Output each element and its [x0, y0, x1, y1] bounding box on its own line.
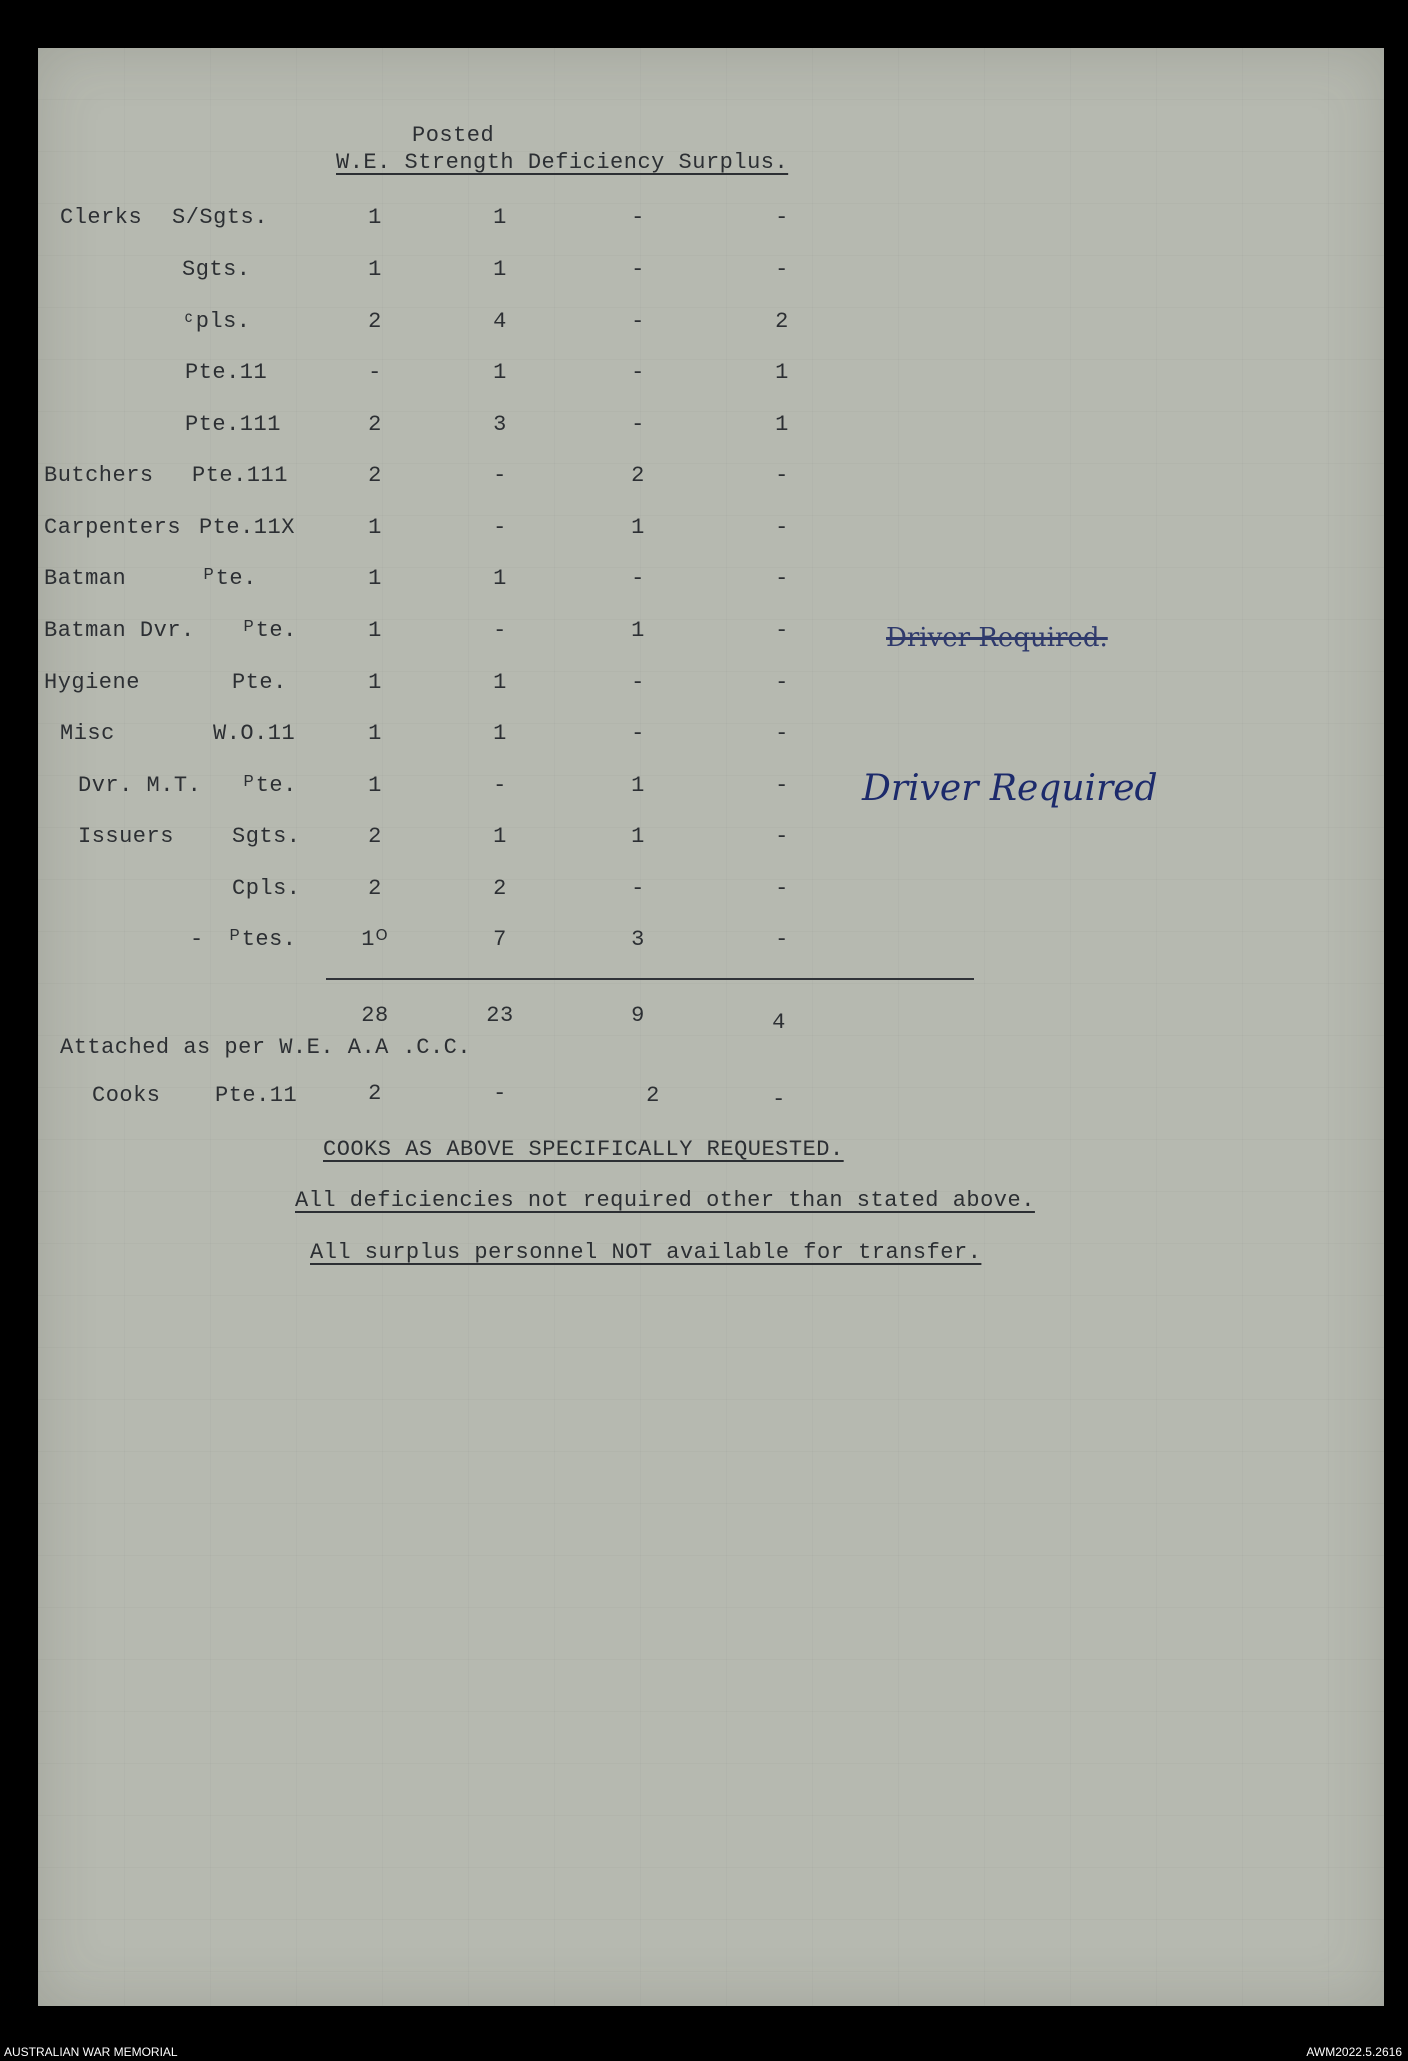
row-posted-value: 1: [493, 205, 507, 230]
row-deficiency-value: 2: [631, 463, 645, 488]
row-rank-label: ᴾte.: [202, 566, 257, 591]
row-group-label: Batman Dvr.: [44, 618, 195, 643]
row-deficiency-value: -: [631, 360, 645, 385]
handwritten-annotation: Driver Required: [862, 768, 1158, 809]
row-deficiency-value: 1: [631, 515, 645, 540]
row-rank-label: Sgts.: [182, 257, 251, 282]
footer-reference: AWM2022.5.2616: [1306, 2045, 1402, 2059]
row-we-value: 2: [368, 412, 382, 437]
row-surplus-value: -: [775, 721, 789, 746]
row-group-label: Batman: [44, 566, 127, 591]
row-we-value: 1: [368, 618, 382, 643]
row-we-value: 2: [368, 876, 382, 901]
row-rank-label: Pte.111: [192, 463, 288, 488]
row-surplus-value: -: [775, 515, 789, 540]
row-surplus-value: -: [775, 670, 789, 695]
row-deficiency-value: 1: [631, 824, 645, 849]
row-deficiency-value: -: [631, 670, 645, 695]
row-surplus-value: -: [775, 773, 789, 798]
header-columns: W.E. Strength Deficiency Surplus.: [336, 150, 789, 175]
row-deficiency-value: -: [631, 309, 645, 334]
note-deficiencies: All deficiencies not required other than stated above.: [295, 1188, 1035, 1213]
row-posted-value: 1: [493, 670, 507, 695]
row-posted-value: 1: [493, 721, 507, 746]
row-rank-label: Pte.111: [185, 412, 281, 437]
row-posted-value: -: [493, 618, 507, 643]
row-surplus-value: 1: [775, 360, 789, 385]
row-deficiency-value: -: [631, 412, 645, 437]
row-group-label: Carpenters: [44, 515, 182, 540]
row-we-value: 1: [368, 566, 382, 591]
row-we-value: 1: [368, 670, 382, 695]
row-rank-label: Pte.11: [185, 360, 268, 385]
row-deficiency-value: -: [631, 721, 645, 746]
row-deficiency-value: 1: [631, 618, 645, 643]
row-rank-label: Pte.: [232, 670, 287, 695]
row-posted-value: -: [493, 773, 507, 798]
attached-group: Cooks: [92, 1083, 161, 1108]
row-rank-label: Pte.11X: [199, 515, 295, 540]
row-surplus-value: 1: [775, 412, 789, 437]
header-posted: Posted: [412, 123, 495, 148]
row-group-label: Misc: [60, 721, 115, 746]
note-cooks: COOKS AS ABOVE SPECIFICALLY REQUESTED.: [323, 1137, 844, 1162]
row-surplus-value: -: [775, 824, 789, 849]
document-page: [38, 48, 1384, 2006]
row-posted-value: 1: [493, 824, 507, 849]
note-surplus: All surplus personnel NOT available for transfer.: [310, 1240, 982, 1265]
total-posted: 23: [486, 1003, 514, 1028]
row-group-label: Butchers: [44, 463, 154, 488]
row-we-value: 1: [368, 773, 382, 798]
row-we-value: 1: [368, 721, 382, 746]
row-posted-value: -: [493, 515, 507, 540]
row-group-label: -: [190, 927, 204, 952]
row-posted-value: 3: [493, 412, 507, 437]
row-surplus-value: -: [775, 566, 789, 591]
row-posted-value: 1: [493, 360, 507, 385]
row-deficiency-value: 3: [631, 927, 645, 952]
row-surplus-value: -: [775, 618, 789, 643]
row-we-value: 2: [368, 309, 382, 334]
row-rank-label: Sgts.: [232, 824, 301, 849]
footer-institution: AUSTRALIAN WAR MEMORIAL: [4, 2045, 178, 2059]
row-group-label: Clerks: [60, 205, 143, 230]
row-posted-value: 1: [493, 257, 507, 282]
row-group-label: Hygiene: [44, 670, 140, 695]
row-we-value: -: [368, 360, 382, 385]
attached-heading: Attached as per W.E. A.A .C.C.: [60, 1035, 472, 1060]
row-we-value: 1: [368, 515, 382, 540]
row-rank-label: ᴾte.: [242, 773, 297, 798]
attached-rank: Pte.11: [215, 1083, 298, 1108]
attached-deficiency: 2: [646, 1083, 660, 1108]
row-posted-value: 7: [493, 927, 507, 952]
row-deficiency-value: -: [631, 257, 645, 282]
row-surplus-value: -: [775, 927, 789, 952]
totals-rule: [326, 978, 974, 980]
row-we-value: 1: [368, 205, 382, 230]
row-surplus-value: -: [775, 257, 789, 282]
attached-we: 2: [368, 1081, 382, 1106]
row-rank-label: Cpls.: [232, 876, 301, 901]
row-posted-value: 4: [493, 309, 507, 334]
row-deficiency-value: -: [631, 566, 645, 591]
row-surplus-value: 2: [775, 309, 789, 334]
row-rank-label: ᴾtes.: [228, 927, 297, 952]
attached-posted: -: [493, 1081, 507, 1106]
row-rank-label: ᴾte.: [242, 618, 297, 643]
row-rank-label: W.O.11: [213, 721, 296, 746]
row-posted-value: 2: [493, 876, 507, 901]
row-deficiency-value: -: [631, 876, 645, 901]
row-rank-label: S/Sgts.: [172, 205, 268, 230]
total-surplus: 4: [772, 1010, 786, 1035]
row-rank-label: ᶜpls.: [182, 309, 251, 334]
row-group-label: Issuers: [78, 824, 174, 849]
attached-surplus: -: [772, 1087, 786, 1112]
row-we-value: 2: [368, 463, 382, 488]
row-surplus-value: -: [775, 205, 789, 230]
row-surplus-value: -: [775, 463, 789, 488]
row-surplus-value: -: [775, 876, 789, 901]
row-deficiency-value: 1: [631, 773, 645, 798]
row-deficiency-value: -: [631, 205, 645, 230]
total-deficiency: 9: [631, 1003, 645, 1028]
row-we-value: 2: [368, 824, 382, 849]
struck-typed-note: Driver Required.: [886, 623, 1108, 653]
row-posted-value: -: [493, 463, 507, 488]
total-we: 28: [361, 1003, 389, 1028]
row-posted-value: 1: [493, 566, 507, 591]
row-group-label: Dvr. M.T.: [78, 773, 202, 798]
row-we-value: 1ᴼ: [361, 927, 389, 952]
row-we-value: 1: [368, 257, 382, 282]
